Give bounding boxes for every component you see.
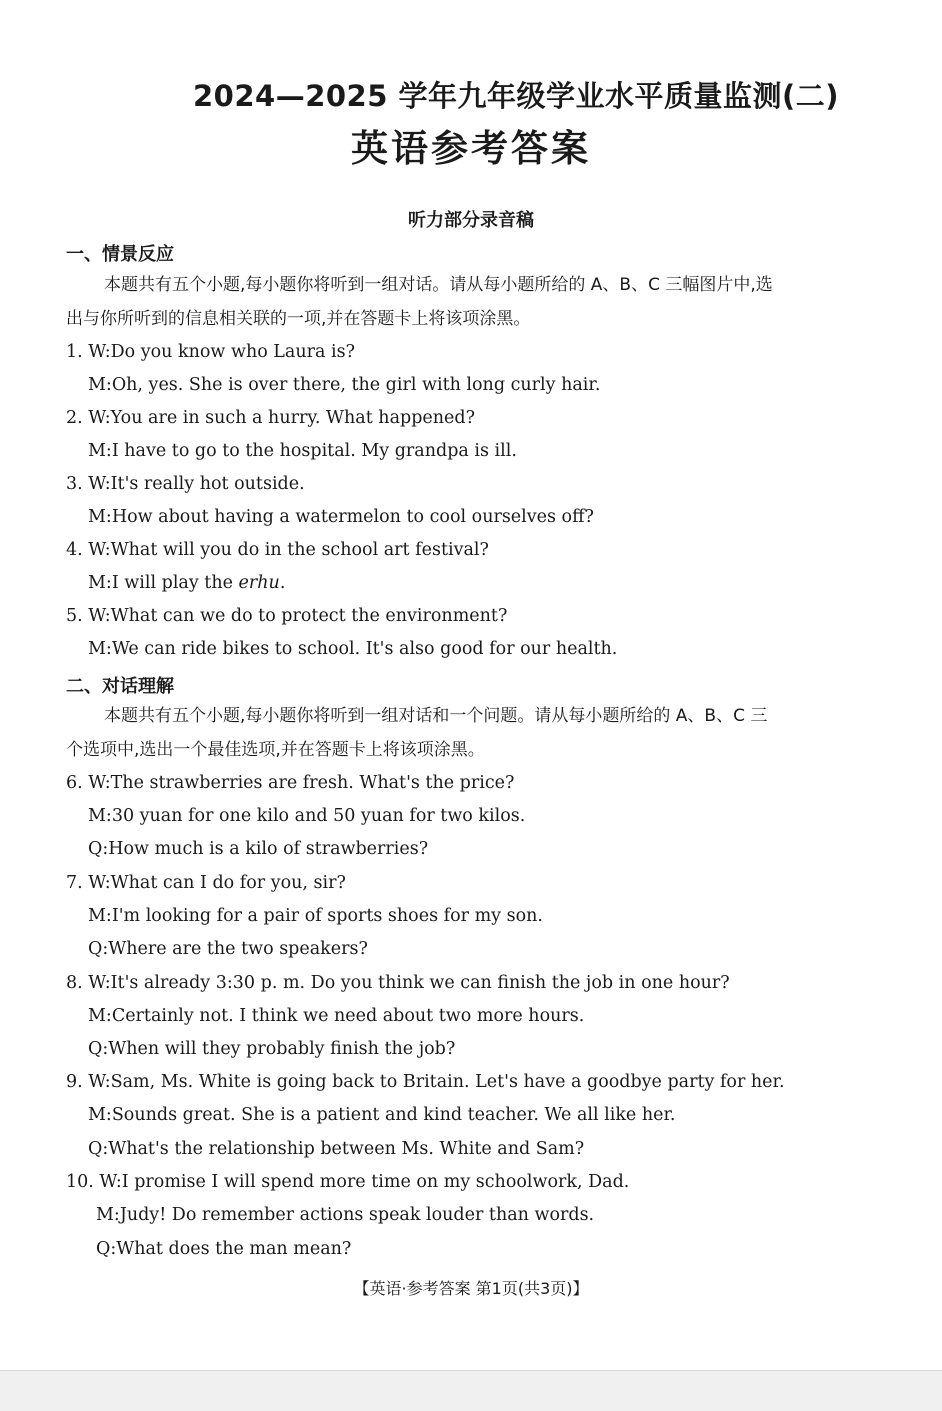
dialogue-line: Q:How much is a kilo of strawberries? <box>88 839 429 859</box>
dialogue-line: 3. W:It's really hot outside. <box>66 474 305 494</box>
dialogue-line: 9. W:Sam, Ms. White is going back to Britain. Let's have a goodbye party for her. <box>66 1072 785 1092</box>
dialogue-text: M:I will play the <box>88 573 233 593</box>
transcript-subtitle: 听力部分录音稿 <box>408 210 534 231</box>
dialogue-italic-word: erhu <box>238 573 280 593</box>
dialogue-line: M:Oh, yes. She is over there, the girl with long curly hair. <box>88 375 601 395</box>
dialogue-line: Q:When will they probably finish the job? <box>88 1039 456 1059</box>
dialogue-line: M:I have to go to the hospital. My grandpa is ill. <box>88 441 517 461</box>
dialogue-line: 5. W:What can we do to protect the environment? <box>66 606 508 626</box>
dialogue-line: 6. W:The strawberries are fresh. What's the price? <box>66 773 515 793</box>
dialogue-line: 10. W:I promise I will spend more time on my schoolwork, Dad. <box>66 1172 630 1192</box>
dialogue-line: 8. W:It's already 3:30 p. m. Do you think we can finish the job in one hour? <box>66 973 730 993</box>
bottom-margin-strip <box>0 1370 942 1411</box>
dialogue-line: M:How about having a watermelon to cool ourselves off? <box>88 507 594 527</box>
dialogue-line: M:We can ride bikes to school. It's also good for our health. <box>88 639 618 659</box>
dialogue-line: Q:Where are the two speakers? <box>88 939 368 959</box>
dialogue-line: M:Judy! Do remember actions speak louder than words. <box>96 1205 595 1225</box>
dialogue-line: M:I'm looking for a pair of sports shoes for my son. <box>88 906 543 926</box>
dialogue-line: 4. W:What will you do in the school art festival? <box>66 540 489 560</box>
section1-instruction-line2: 出与你所听到的信息相关联的一项,并在答题卡上将该项涂黑。 <box>66 309 531 329</box>
dialogue-line: 2. W:You are in such a hurry. What happened? <box>66 408 475 428</box>
exam-title: 2024—2025 学年九年级学业水平质量监测(二) <box>192 79 840 113</box>
dialogue-line: M:30 yuan for one kilo and 50 yuan for two kilos. <box>88 806 526 826</box>
section1-instruction-line1: 本题共有五个小题,每小题你将听到一组对话。请从每小题所给的 A、B、C 三幅图片中,选 <box>104 275 773 295</box>
section-heading-dialogue-comprehension: 二、对话理解 <box>66 676 174 697</box>
dialogue-line: Q:What's the relationship between Ms. White and Sam? <box>88 1139 585 1159</box>
dialogue-line <box>88 572 285 594</box>
section-heading-situational-response: 一、情景反应 <box>66 244 174 265</box>
dialogue-line: Q:What does the man mean? <box>96 1239 352 1259</box>
section2-instruction-line1: 本题共有五个小题,每小题你将听到一组对话和一个问题。请从每小题所给的 A、B、C 三 <box>104 706 768 726</box>
section2-instruction-line2: 个选项中,选出一个最佳选项,并在答题卡上将该项涂黑。 <box>66 740 485 760</box>
document-title: 英语参考答案 <box>351 127 591 170</box>
dialogue-line: M:Certainly not. I think we need about two more hours. <box>88 1006 585 1026</box>
dialogue-line: 1. W:Do you know who Laura is? <box>66 342 355 362</box>
dialogue-punctuation: . <box>279 573 286 593</box>
page-footer: 【英语·参考答案 第1页(共3页)】 <box>353 1279 589 1298</box>
dialogue-line: 7. W:What can I do for you, sir? <box>66 873 346 893</box>
dialogue-line: M:Sounds great. She is a patient and kind teacher. We all like her. <box>88 1105 676 1125</box>
